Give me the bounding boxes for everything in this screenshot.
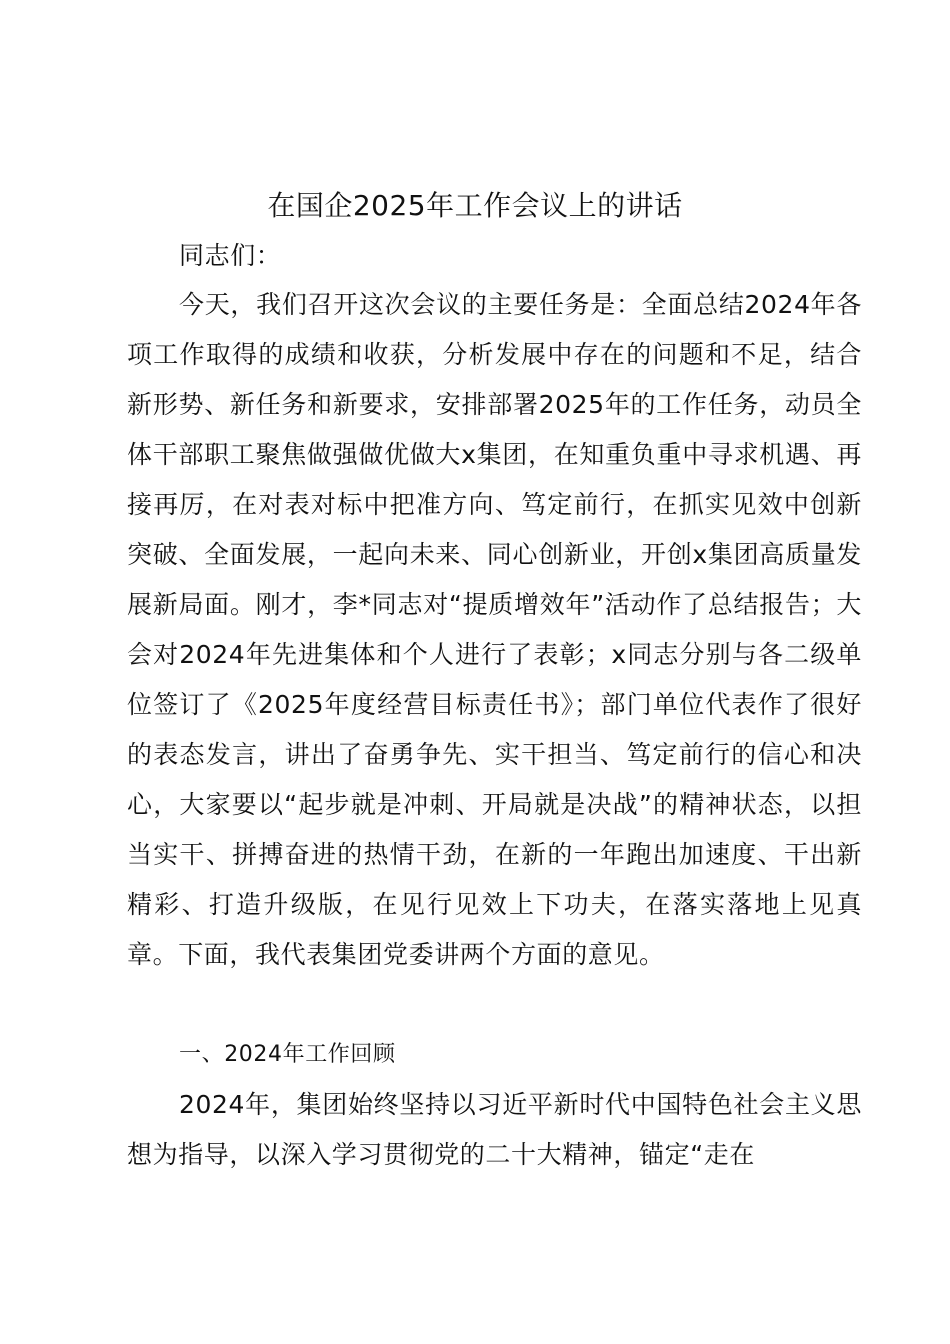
section-heading: 一、2024年工作回顾 [179,1042,396,1067]
document-title: 在国企2025年工作会议上的讲话 [267,189,683,222]
section-paragraph-1: 2024年，集团始终坚持以习近平新时代中国特色社会主义思想为指导，以深入学习贯彻党的二十大精神，锚定“走在 [127,1090,862,1169]
salutation: 同志们： [179,241,282,270]
body-paragraph-1: 今天，我们召开这次会议的主要任务是：全面总结2024年各项工作取得的成绩和收获，分析发展中存在的问题和不足，结合新形势、新任务和新要求，安排部署2025年的工作任务，动员全体干部职工聚焦做强做优做大x集团，在知重负重中寻求机遇、再接再厉，在对表对标中把准方向、笃定前行，在抓实见效中创新突破、全面发展，一起向未来、同心创新业，开创x集团高质量发展新局面。刚才，李*同志对“提质增效年”活动作了总结报告；大会对2024年先进集体和个人进行了表彰；x同志分别与各二级单位签订了《2025年度经营目标责任书》；部门单位代表作了很好的表态发言，讲出了奋勇争先、实干担当、笃定前行的信心和决心，大家要以“起步就是冲刺、开局就是决战”的精神状态，以担当实干、拼搏奋进的热情干劲，在新的一年跑出加速度、干出新精彩、打造升级版，在见行见效上下功夫，在落实落地上见真章。下面，我代表集团党委讲两个方面的意见。 [127,290,862,969]
